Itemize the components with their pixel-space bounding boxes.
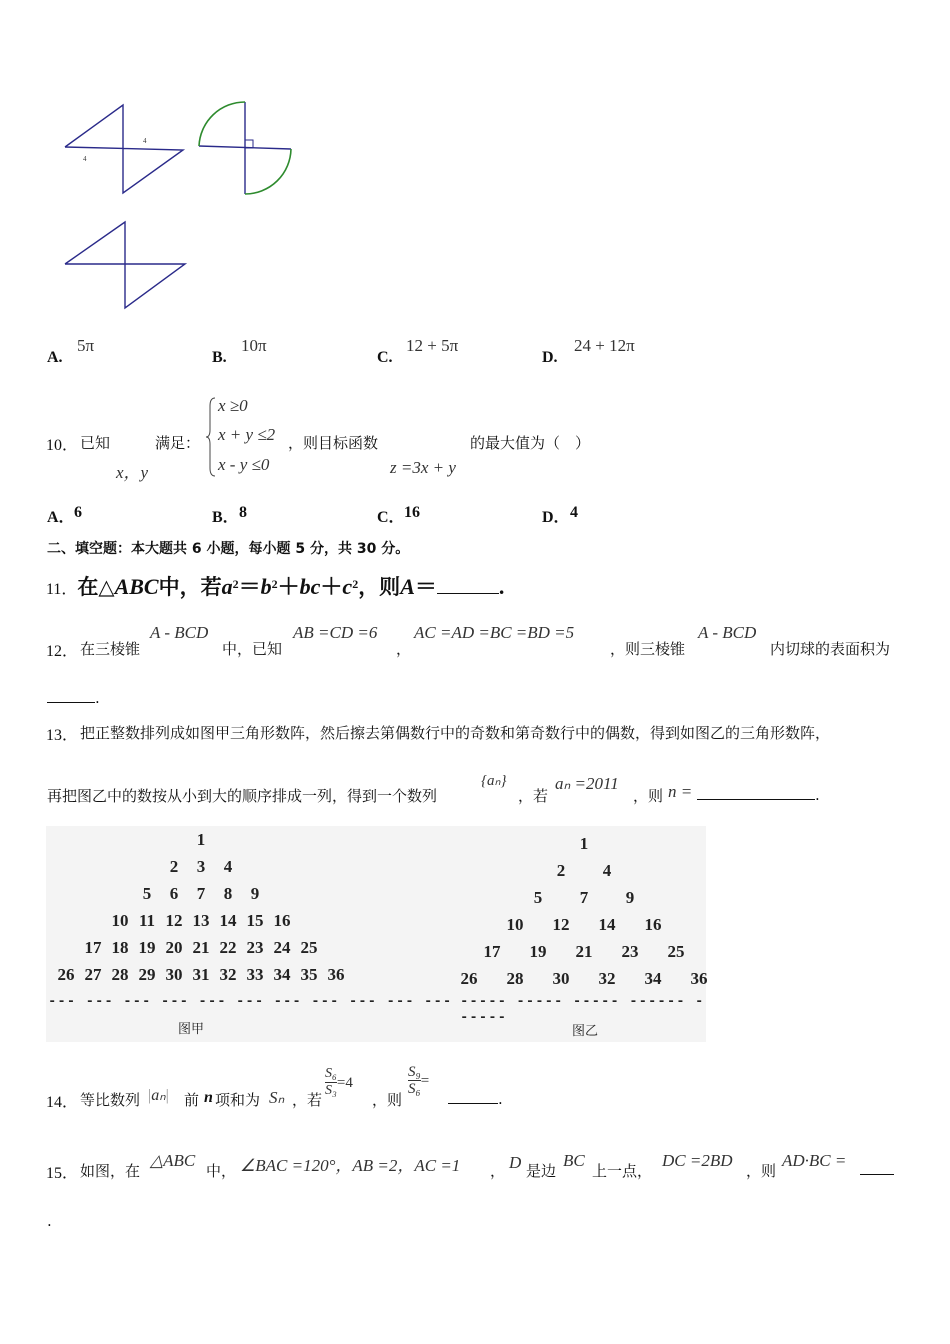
q15-dot-product: AD·BC =: [782, 1151, 847, 1170]
q9-option-b-letter: B.: [212, 349, 227, 366]
q10-option-b-letter: B．: [212, 509, 239, 526]
q12-condition-2: AC =AD =BC =BD =5: [414, 623, 575, 642]
q12-end: .: [95, 689, 100, 707]
triangle-a-cell: 36: [327, 965, 345, 984]
q13-answer-line: [697, 785, 820, 804]
q11-eq-sign: ＝: [238, 574, 261, 599]
q10-option-d-letter: D．: [542, 509, 570, 526]
q12-number: 12．: [46, 643, 79, 660]
q12-answer-line: [47, 688, 100, 707]
q11-text-2: 中，若: [158, 575, 222, 599]
q11-sup-c: 2: [352, 577, 359, 591]
q15-text-5: 上一点，: [592, 1162, 653, 1180]
q14-sequence: [148, 1085, 169, 1105]
q12-text-1: 在三棱锥: [80, 640, 141, 658]
triangle-a-cell: 8: [223, 884, 233, 903]
q13-condition: aₙ =2011: [555, 774, 619, 793]
triangle-b-cell: 10: [506, 915, 524, 934]
q9-option-c-value: 12 + 5π: [406, 336, 459, 355]
q14-fraction-1-bottom: S₃: [325, 1083, 337, 1098]
triangle-a-cell: 5: [142, 884, 152, 903]
q10-constraint-1: x ≥0: [218, 396, 248, 415]
q13-end: .: [815, 786, 820, 804]
q10-option-c-letter: C．: [377, 509, 405, 526]
triangle-a-cell: 3: [196, 857, 206, 876]
q15-number: 15．: [46, 1165, 79, 1182]
triangle-a-cell: 10: [111, 911, 129, 930]
q11-eq-2: ＝: [414, 574, 437, 599]
q15-text-3: ，: [490, 1162, 506, 1180]
triangle-a-cell: 25: [300, 938, 318, 957]
q10-constraint-3: x - y ≤0: [218, 455, 270, 474]
triangle-a-cell: 32: [219, 965, 237, 984]
q14-text-2: 前: [184, 1091, 200, 1109]
q11-abc: ABC: [114, 574, 159, 599]
q14-fraction-2: [408, 1064, 429, 1097]
triangle-a-cell: 31: [192, 965, 210, 984]
triangle-a-cell: 16: [273, 911, 291, 930]
q11-eq-b: b: [260, 574, 272, 599]
system-brace-icon: [205, 396, 217, 478]
q13-line-2b: ，若: [518, 787, 549, 805]
triangle-a-cell: 13: [192, 911, 210, 930]
triangle-a-dots: --- --- --- --- --- --- --- --- --- --- ---: [48, 994, 453, 1010]
q14-end: .: [498, 1090, 503, 1108]
q11-eq-bc: bc: [299, 574, 321, 599]
front-view-label: 4: [143, 137, 147, 145]
q14-fraction-1: [325, 1066, 353, 1099]
q15-triangle: △ABC: [150, 1151, 196, 1170]
q14-n: n: [204, 1089, 213, 1106]
q14-bar-right-icon: |: [165, 1087, 169, 1104]
triangle-a-cell: 11: [138, 911, 156, 930]
triangle-b-caption: 图乙: [572, 1024, 599, 1039]
q15-bc: BC: [563, 1151, 585, 1170]
q11-sup-b: 2: [271, 577, 278, 591]
top-view-figure: [55, 212, 195, 317]
triangle-a-cell: 19: [138, 938, 156, 957]
q15-end: .: [47, 1212, 52, 1230]
q11-eq-c: c: [342, 574, 353, 599]
q15-text-6: ，则: [746, 1162, 777, 1180]
q10-constraint-2: x + y ≤2: [218, 425, 276, 444]
q10-text-4: 的最大值为（ ）: [470, 434, 591, 452]
triangle-a-cell: 15: [246, 911, 264, 930]
q13-n: n =: [668, 782, 693, 801]
q11-sup-a: 2: [232, 577, 239, 591]
q13-sequence: {aₙ}: [481, 773, 507, 789]
q10-option-d-value: 4: [570, 504, 578, 521]
triangle-b-cell: 7: [579, 888, 589, 907]
triangle-a-cell: 18: [111, 938, 129, 957]
front-view-figure: [55, 95, 195, 200]
q10-number: 10．: [46, 437, 79, 454]
q14-fraction-2-top: S₉: [408, 1064, 421, 1080]
triangle-a-cell: 20: [165, 938, 183, 957]
q11-end: .: [498, 574, 505, 599]
triangle-b-cell: 32: [598, 969, 616, 988]
triangle-a-cell: 12: [165, 911, 183, 930]
triangle-b-cell: 26: [460, 969, 478, 988]
q14-text-1: 等比数列: [80, 1091, 141, 1109]
section-2-heading: 二、填空题：本大题共 6 小题，每小题 5 分，共 30 分。: [47, 541, 410, 557]
triangle-b-cell: 25: [667, 942, 685, 961]
q11-a: A: [400, 574, 415, 599]
triangle-a-cell: 14: [219, 911, 237, 930]
q14-answer-blank: [448, 1089, 498, 1104]
q9-option-d-letter: D.: [542, 349, 558, 366]
q11-plus-2: ＋: [320, 574, 343, 599]
q11-number: 11．: [46, 581, 78, 598]
q15-answer-blank: [860, 1160, 894, 1175]
q13-number: 13．: [46, 727, 79, 744]
q11-text-1: 在△: [77, 575, 115, 599]
q14-fraction-1-value: =4: [336, 1075, 353, 1091]
triangle-a-cell: 2: [169, 857, 179, 876]
q14-text-4: ，若: [292, 1091, 323, 1109]
q12-text-4: 内切球的表面积为: [770, 640, 891, 658]
triangle-a-cell: 34: [273, 965, 291, 984]
triangle-b-cell: 4: [602, 861, 612, 880]
triangle-a-cell: 6: [169, 884, 179, 903]
q15-angle-condition: ∠BAC =120°，AB =2，AC =1: [240, 1156, 461, 1175]
q15-dc-condition: DC =2BD: [662, 1151, 733, 1170]
front-view-label-2: 4: [83, 155, 87, 163]
q15-answer-line: [860, 1160, 894, 1179]
triangle-a-cell: 35: [300, 965, 318, 984]
q11-text-3: ，则: [358, 575, 401, 599]
triangle-b-cell: 30: [552, 969, 570, 988]
q12-text-3: ，则三棱锥: [610, 640, 686, 658]
triangle-b-cell: 28: [506, 969, 524, 988]
triangle-a-cell: 1: [196, 830, 206, 849]
triangle-a-cell: 22: [219, 938, 237, 957]
triangle-b-cell: 16: [644, 915, 662, 934]
q13-line-2a: 再把图乙中的数按从小到大的顺序排成一列，得到一个数列: [47, 787, 438, 805]
triangle-a-cell: 33: [246, 965, 264, 984]
q10-option-b-value: 8: [239, 504, 247, 521]
q14-fraction-1-top: S₆: [325, 1066, 337, 1081]
triangle-b-cell: 12: [552, 915, 570, 934]
triangle-a-caption: 图甲: [178, 1022, 205, 1037]
q12-tetrahedron: A - BCD: [150, 623, 209, 642]
q15-text-1: 如图，在: [80, 1162, 141, 1180]
triangle-a-cell: 27: [84, 965, 102, 984]
triangle-b-cell: 36: [690, 969, 708, 988]
q14-number: 14．: [46, 1094, 79, 1111]
q10-option-c-value: 16: [404, 504, 420, 521]
q12-text-2: 中，已知: [222, 640, 283, 658]
triangle-b-cell: 1: [579, 834, 589, 853]
triangle-a-cell: 30: [165, 965, 183, 984]
q14-answer-line: [448, 1089, 503, 1108]
triangle-a-cell: 23: [246, 938, 264, 957]
triangle-b-cell: 5: [533, 888, 543, 907]
q10-text-1: 已知: [80, 434, 111, 452]
q14-sequence-term: aₙ: [151, 1087, 166, 1104]
triangle-b-cell: 17: [483, 942, 501, 961]
q10-objective: z =3x + y: [390, 458, 456, 477]
question-11: [46, 570, 504, 601]
q13-line-1: 把正整数排列成如图甲三角形数阵，然后擦去第偶数行中的奇数和第奇数行中的偶数，得到如图乙的三角形数阵，: [80, 724, 831, 742]
triangle-a-cell: 9: [250, 884, 260, 903]
number-triangles-figure: [46, 826, 706, 1042]
q9-option-c-letter: C.: [377, 349, 393, 366]
triangle-b-dots: ----- ----- ----- ------ ------: [460, 994, 705, 1026]
triangle-a-cell: 24: [273, 938, 291, 957]
q12-answer-blank: [47, 688, 95, 703]
triangle-a-cell: 4: [223, 857, 233, 876]
side-view-figure: [193, 96, 298, 201]
triangle-b-cell: 34: [644, 969, 662, 988]
q14-text-5: ，则: [372, 1091, 403, 1109]
triangle-b-cell: 23: [621, 942, 639, 961]
q15-d: D: [509, 1153, 522, 1172]
q11-eq-a: a: [221, 574, 233, 599]
q12-condition-1: AB =CD =6: [293, 623, 378, 642]
triangle-b-cell: 14: [598, 915, 616, 934]
q10-option-a-letter: A．: [47, 509, 75, 526]
triangle-a-cell: 29: [138, 965, 156, 984]
q13-answer-blank: [697, 785, 815, 800]
triangle-a-cell: 17: [84, 938, 102, 957]
q12-comma: ，: [396, 640, 412, 658]
triangle-a-cell: 28: [111, 965, 129, 984]
q14-text-3: 项和为: [215, 1091, 261, 1109]
q12-tetrahedron-2: A - BCD: [698, 623, 757, 642]
triangle-a-cell: 21: [192, 938, 210, 957]
triangle-b-cell: 21: [575, 942, 593, 961]
q9-option-a-letter: A.: [47, 349, 63, 366]
q9-option-d-value: 24 + 12π: [574, 336, 635, 355]
q9-option-a-value: 5π: [77, 336, 95, 355]
q15-text-2: 中，: [206, 1162, 237, 1180]
triangle-a-cell: 26: [57, 965, 75, 984]
q15-text-4: 是边: [526, 1162, 557, 1180]
q14-fraction-2-eq: =: [420, 1073, 430, 1089]
triangle-b-cell: 2: [556, 861, 566, 880]
q10-text-2: 满足：: [155, 434, 201, 452]
triangle-a-cell: 7: [196, 884, 206, 903]
q13-line-2c: ，则: [633, 787, 664, 805]
q9-option-b-value: 10π: [241, 336, 267, 355]
q10-option-a-value: 6: [74, 504, 82, 521]
q10-text-3: ，则目标函数: [288, 434, 379, 452]
triangle-b-cell: 9: [625, 888, 635, 907]
triangle-b-cell: 19: [529, 942, 547, 961]
q14-fraction-2-bottom: S₆: [408, 1081, 421, 1097]
q11-answer-blank: [437, 579, 499, 594]
q14-sn: Sₙ: [269, 1088, 285, 1107]
q11-plus-1: ＋: [277, 574, 300, 599]
q14-bar-left-icon: |: [148, 1087, 152, 1104]
q10-vars: x，y: [116, 463, 149, 482]
